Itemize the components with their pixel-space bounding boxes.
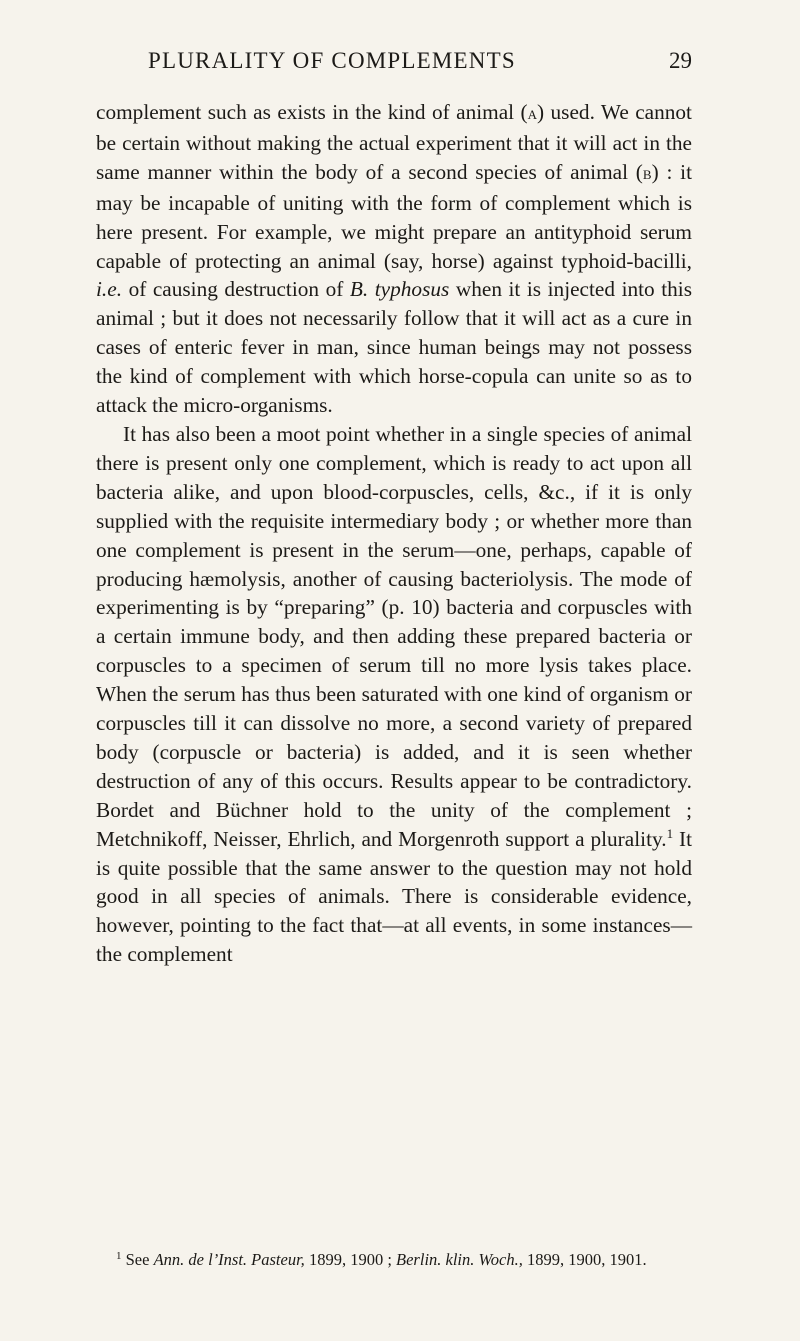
text-run: b (642, 162, 652, 184)
text-run: when it is injected into this animal ; but it does not necessarily follow that it will act as a cure in cases of enteric fever in man, since human beings may not possess the kind of complement with which horse-copula can unite so as to attack the micro-organisms. (96, 277, 693, 418)
paragraph-1 (96, 98, 692, 420)
page-header (96, 48, 692, 82)
running-title: PLURALITY OF COMPLEMENTS (148, 48, 516, 73)
text-run: ) : it may be incapable of uniting with the form of complement which is here present. For example, we might prepare an antityphoid serum capable of protecting an animal (say, horse) against typhoid-bacilli, (96, 159, 692, 273)
text-run: of causing destruction of (122, 277, 350, 302)
text-run: ) used. We cannot be certain without making the actual experiment that it will act in the same manner within the body of a second species of animal ( (96, 100, 692, 184)
text-run: 1899, 1900 ; (304, 1250, 397, 1269)
journal-title: Berlin. klin. Woch., (396, 1250, 523, 1269)
page-number: 29 (669, 48, 692, 73)
text-run: It has also been a moot point whether in a single species of animal there is present only one complement, which is ready to act upon all bacteria alike, and upon blood-corpuscles, cells, &c., if it is only supplied with the requisite intermediary body ; or whether more than one complement is present in the serum—one, perhaps, capable of producing hæmolysis, another of causing bacteriolysis. The mode of experimenting is by “preparing” (p. 10) bacteria and corpuscles with a certain immune body, and then adding these prepared bacteria or corpuscles to a specimen of serum till no more lysis takes place. When the serum has thus been saturated with one kind of organism or corpuscles till it can dissolve no more, a second variety of prepared body (corpuscle or bacteria) is added, and it is seen whether destruction of any of this occurs. Results appear to be contradictory. Bordet and Büchner hold to the unity of the complement ; Metchnikoff, Neisser, Ehrlich, and Morgenroth support a plurality. (96, 421, 692, 851)
footnote-mark: 1 (116, 1249, 122, 1262)
footnote (96, 1249, 692, 1270)
body-text (96, 98, 692, 969)
text-run: See (121, 1250, 154, 1269)
footnote-reference[interactable]: 1 (666, 825, 674, 841)
text-run: a (527, 103, 538, 124)
paragraph-2 (96, 420, 692, 969)
text-run: It is quite possible that the same answer to the question may not hold good in all species of animals. There is considerable evidence, however, pointing to the fact that—at all events, in some instances—the complement (96, 826, 692, 967)
text-run: complement such as exists in the kind of animal ( (96, 100, 528, 124)
text-run-italic: i.e. (96, 277, 123, 302)
species-name: B. typhosus (349, 277, 450, 302)
text-run: 1899, 1900, 1901. (522, 1250, 647, 1269)
journal-title: Ann. de l’Inst. Pasteur, (153, 1250, 305, 1269)
